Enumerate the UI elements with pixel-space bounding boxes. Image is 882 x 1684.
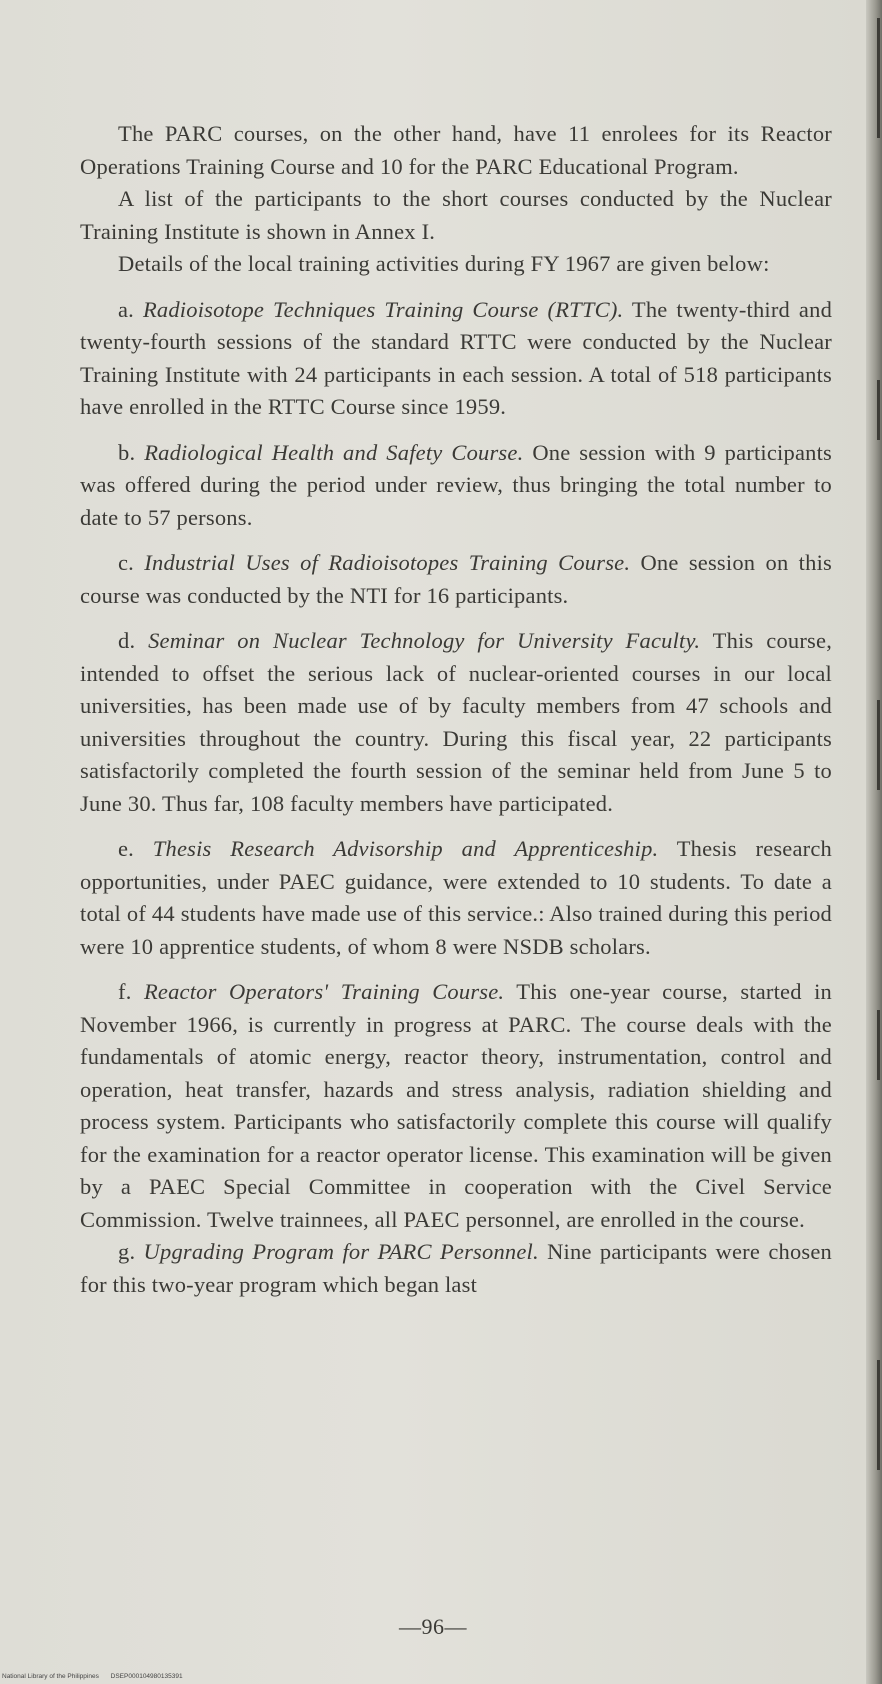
intro-paragraph: The PARC courses, on the other hand, have 11 enrolees for its Reactor Operations Training Course and 10 for the PARC Educational Program. bbox=[80, 121, 832, 179]
section-letter: f. bbox=[118, 979, 132, 1004]
intro-paragraph: Details of the local training activities during FY 1967 are given below: bbox=[118, 251, 770, 276]
section-letter: e. bbox=[118, 836, 135, 861]
section-letter: b. bbox=[118, 439, 136, 465]
section-f bbox=[80, 976, 832, 1236]
section-body: Thesis research opportunities, under PAEC guidance, were extended to 10 students. To date a total of 44 students have made use of this service.: Also trained during this period were 10 apprentice students, of whom 8 were NSDB scholars. bbox=[80, 836, 832, 959]
section-c bbox=[80, 547, 832, 612]
section-body: One session on this course was conducted by the NTI for 16 participants. bbox=[80, 550, 832, 608]
edge-mark bbox=[877, 700, 880, 790]
edge-mark bbox=[877, 380, 880, 440]
scan-footer bbox=[2, 1673, 193, 1680]
section-body: This one-year course, started in November 1966, is currently in progress at PARC. The course deals with the fundamentals of atomic energy, reactor theory, instrumentation, control and operation, heat transfer, hazards and stress analysis, radiation shielding and process system. Participants who satisfactorily complete this course will qualify for the examination for a reactor operator license. This examination will be given by a PAEC Special Committee in cooperation with the Civel Service Commission. Twelve trainnees, all PAEC personnel, are enrolled in the course. bbox=[80, 979, 833, 1232]
section-b bbox=[80, 437, 832, 535]
section-title: Radioisotope Techniques Training Course (RTTC). bbox=[142, 296, 624, 322]
section-title: Upgrading Program for PARC Personnel. bbox=[143, 1239, 539, 1264]
intro-paragraph: A list of the participants to the short courses conducted by the Nuclear Training Institute is shown in Annex I. bbox=[80, 186, 832, 244]
section-a bbox=[80, 294, 832, 424]
section-title: Radiological Health and Safety Course. bbox=[144, 439, 524, 465]
section-title: Reactor Operators' Training Course. bbox=[143, 979, 505, 1004]
section-body: One session with 9 participants was offered during the period under review, thus bringing the total number to date to 57 persons. bbox=[80, 439, 833, 530]
edge-mark bbox=[877, 18, 880, 138]
section-g bbox=[80, 1236, 832, 1301]
footer-code: DSEP000104980135391 bbox=[110, 1673, 183, 1680]
section-letter: g. bbox=[118, 1239, 136, 1264]
page-number: —96— bbox=[399, 1614, 467, 1639]
edge-mark bbox=[877, 1010, 880, 1080]
edge-mark bbox=[877, 1360, 880, 1470]
section-body: Nine participants were chosen for this two-year program which began last bbox=[80, 1239, 832, 1297]
section-body: The twenty-third and twenty-fourth sessions of the standard RTTC were conducted by the Nuclear Training Institute with 24 participants in each session. A total of 518 participants have enrolled in the RTTC Course since 1959. bbox=[80, 296, 833, 419]
section-letter: c. bbox=[118, 550, 135, 575]
section-letter: a. bbox=[118, 296, 135, 322]
section-e bbox=[80, 833, 832, 963]
section-body: This course, intended to offset the serious lack of nuclear-oriented courses in our local universities, has been made use of by faculty members from 47 schools and universities throughout the country. During this fiscal year, 22 participants satisfactorily completed the fourth session of the seminar held from June 5 to June 30. Thus far, 108 faculty members have participated. bbox=[80, 628, 833, 816]
body-text bbox=[80, 118, 832, 1301]
section-d bbox=[80, 625, 832, 820]
page-edge-shadow bbox=[866, 0, 882, 1684]
section-title: Industrial Uses of Radioisotopes Training Course. bbox=[144, 550, 631, 575]
section-title: Seminar on Nuclear Technology for University Faculty. bbox=[148, 628, 701, 653]
section-title: Thesis Research Advisorship and Apprenticeship. bbox=[152, 836, 659, 861]
section-letter: d. bbox=[118, 628, 136, 653]
footer-library: National Library of the Philippines bbox=[2, 1673, 99, 1680]
